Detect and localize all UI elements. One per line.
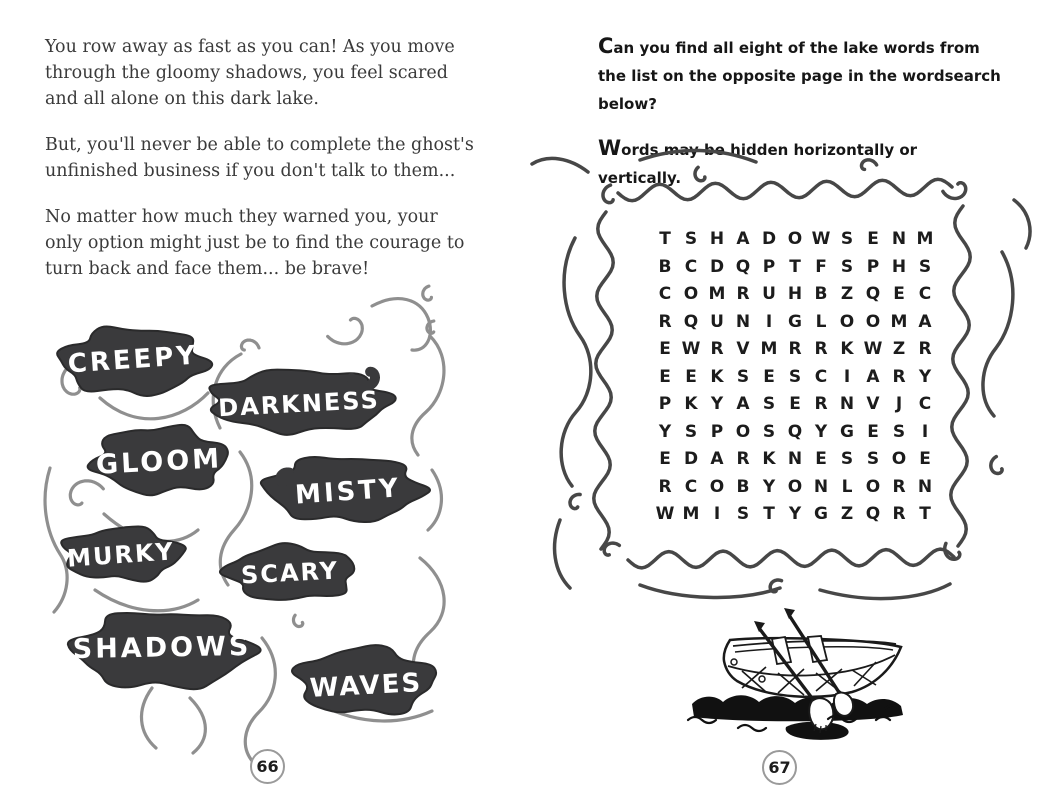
- wordsearch-cell: C: [684, 476, 698, 497]
- smoke-word-misty: MISTY: [294, 473, 402, 511]
- wordsearch-cell: O: [891, 449, 907, 469]
- wordsearch-cell: Z: [840, 284, 854, 304]
- wordsearch-cell: E: [815, 449, 827, 469]
- wordsearch-cell: C: [918, 284, 932, 304]
- frame-doodle: [1014, 200, 1030, 248]
- wordsearch-cell: I: [921, 421, 929, 442]
- page-number-right-value: 67: [768, 758, 791, 777]
- wordsearch-grid: [652, 226, 938, 529]
- wordsearch-cell: Y: [788, 504, 802, 524]
- wordsearch-row: [652, 226, 938, 254]
- frame-doodle: [532, 158, 588, 172]
- frame-doodle: [628, 549, 954, 568]
- wordsearch-cell: P: [710, 421, 724, 442]
- wordsearch-cell: N: [917, 476, 933, 497]
- wordsearch-cell: E: [867, 229, 879, 249]
- wordsearch-cell: E: [763, 366, 775, 387]
- wordsearch-cell: R: [736, 284, 750, 304]
- wordsearch-cell: E: [867, 421, 879, 442]
- wordsearch-cell: R: [814, 339, 828, 359]
- frame-doodle: [695, 167, 705, 181]
- wordsearch-cell: S: [762, 394, 776, 414]
- oar-handle-tip: [754, 621, 765, 632]
- story-paragraph-1: You row away as fast as you can! As you move through the gloomy shadows, you feel scared and all alone on this dark lake.: [45, 37, 455, 109]
- smoke-word-murky: MURKY: [66, 537, 176, 573]
- page-number-left: [250, 749, 285, 784]
- wordsearch-cell: C: [658, 284, 672, 304]
- wordsearch-cell: Y: [710, 394, 724, 414]
- wordsearch-cell: E: [789, 394, 801, 414]
- wordsearch-cell: P: [658, 394, 672, 414]
- wordsearch-cell: S: [892, 421, 906, 442]
- wordsearch-row: [652, 281, 938, 309]
- wordsearch-cell: B: [814, 284, 828, 304]
- frame-doodle: [862, 160, 877, 170]
- wordsearch-cell: S: [918, 256, 932, 277]
- oar-blade: [809, 698, 833, 729]
- frame-doodle: [770, 580, 781, 592]
- wordsearch-cell: M: [760, 339, 778, 359]
- wordsearch-cell: A: [710, 449, 724, 469]
- wordsearch-cell: I: [713, 504, 721, 524]
- wordsearch-row: [652, 254, 938, 282]
- wordsearch-row: [652, 309, 938, 337]
- wordsearch-cell: G: [840, 421, 854, 442]
- wordsearch-cell: O: [865, 476, 881, 497]
- wordsearch-cell: C: [684, 256, 698, 277]
- wordsearch-cell: M: [916, 229, 934, 249]
- wordsearch-cell: C: [814, 366, 828, 387]
- wordsearch-cell: S: [684, 421, 698, 442]
- wordsearch-cell: Y: [762, 476, 776, 497]
- wordsearch-cell: R: [658, 476, 672, 497]
- wordsearch-cell: W: [681, 339, 701, 359]
- wordsearch-cell: K: [710, 366, 724, 387]
- wordsearch-cell: B: [736, 476, 750, 497]
- frame-doodle: [561, 238, 591, 486]
- wordsearch-cell: V: [736, 339, 750, 359]
- frame-doodle: [555, 520, 570, 588]
- smoke-swirl: [423, 286, 432, 300]
- wordsearch-cell: S: [736, 504, 750, 524]
- frame-doodle: [570, 494, 580, 508]
- wordsearch-cell: B: [658, 256, 672, 277]
- smoke-swirl: [294, 615, 303, 626]
- page-number-left-value: 66: [256, 757, 279, 776]
- wordsearch-cell: P: [866, 256, 880, 277]
- wordsearch-cell: A: [866, 366, 880, 387]
- wordsearch-cell: E: [919, 449, 931, 469]
- wordsearch-cell: K: [684, 394, 698, 414]
- wordsearch-cell: V: [866, 394, 880, 414]
- wordsearch-cell: R: [736, 449, 750, 469]
- wordsearch-cell: Q: [735, 256, 751, 277]
- wordsearch-cell: K: [762, 449, 776, 469]
- wordsearch-cell: H: [891, 256, 907, 277]
- wordsearch-cell: H: [787, 284, 803, 304]
- wordsearch-cell: S: [840, 256, 854, 277]
- wordsearch-cell: E: [659, 339, 671, 359]
- smoke-swirl: [141, 688, 156, 748]
- smoke-swirl: [100, 393, 208, 419]
- wordsearch-cell: R: [892, 476, 906, 497]
- frame-doodle: [820, 584, 950, 599]
- wordsearch-cell: K: [840, 339, 854, 359]
- wordsearch-cell: N: [891, 229, 907, 249]
- wordsearch-cell: J: [895, 394, 903, 414]
- wordsearch-cell: S: [840, 449, 854, 469]
- frame-doodle: [618, 179, 952, 200]
- wordsearch-cell: Q: [865, 284, 881, 304]
- wordsearch-cell: N: [813, 476, 829, 497]
- smoke-word-shadows: SHADOWS: [72, 630, 252, 666]
- wordsearch-cell: S: [762, 421, 776, 442]
- wordsearch-cell: O: [787, 476, 803, 497]
- frame-doodle: [603, 185, 613, 203]
- wordsearch-cell: R: [918, 339, 932, 359]
- wordsearch-cell: R: [892, 504, 906, 524]
- smoke-swirl: [95, 590, 198, 611]
- wordsearch-cell: T: [919, 504, 931, 524]
- wordsearch-cell: A: [918, 311, 932, 332]
- wordsearch-cell: O: [865, 311, 881, 332]
- wordsearch-cell: S: [684, 229, 698, 249]
- smoke-swirl: [372, 299, 430, 351]
- wordsearch-cell: R: [658, 311, 672, 332]
- wordsearch-row: [652, 474, 938, 502]
- wordsearch-cell: S: [840, 229, 854, 249]
- wordsearch-cell: O: [735, 421, 751, 442]
- wordsearch-cell: Z: [892, 339, 906, 359]
- wordsearch-cell: E: [659, 449, 671, 469]
- wordsearch-cell: G: [814, 504, 828, 524]
- wordsearch-cell: O: [709, 476, 725, 497]
- wordsearch-cell: E: [659, 366, 671, 387]
- smoke-word-darkness: DARKNESS: [217, 385, 381, 423]
- page-number-right: [762, 750, 797, 785]
- smoke-swirl: [328, 318, 363, 343]
- wordsearch-row: [652, 364, 938, 392]
- frame-doodle: [951, 206, 970, 546]
- wordsearch-cell: O: [787, 229, 803, 249]
- wordsearch-cell: Y: [814, 421, 828, 442]
- wordsearch-cell: R: [788, 339, 802, 359]
- wordsearch-cell: L: [841, 476, 853, 497]
- wordsearch-row: [652, 336, 938, 364]
- wordsearch-cell: T: [659, 229, 671, 249]
- wordsearch-cell: M: [708, 284, 726, 304]
- smoke-swirl: [241, 340, 259, 350]
- wordsearch-cell: O: [683, 284, 699, 304]
- frame-doodle: [983, 252, 1013, 416]
- instruction-directions: Words may be hidden horizontally or vertically.: [598, 136, 918, 187]
- wordsearch-cell: R: [814, 394, 828, 414]
- wordsearch-cell: D: [709, 256, 725, 277]
- wordsearch-cell: P: [762, 256, 776, 277]
- wordsearch-cell: D: [761, 229, 777, 249]
- wordsearch-cell: Q: [865, 504, 881, 524]
- smoke-swirl: [428, 470, 441, 530]
- wordsearch-cell: E: [893, 284, 905, 304]
- frame-doodle: [991, 457, 1002, 474]
- wordsearch-cell: N: [839, 394, 855, 414]
- wordsearch-cell: U: [710, 311, 724, 332]
- frame-doodle: [943, 183, 966, 199]
- smoke-word-gloom: GLOOM: [95, 443, 223, 481]
- smoke-word-scary: SCARY: [240, 556, 340, 590]
- wordsearch-cell: S: [736, 366, 750, 387]
- story-paragraph-3: No matter how much they warned you, your only option might just be to find the courage to turn back and face them... be brave!: [45, 207, 465, 279]
- wordsearch-cell: A: [736, 394, 750, 414]
- oar-handle-tip-2: [784, 608, 795, 619]
- wordsearch-cell: S: [788, 366, 802, 387]
- wordsearch-cell: Q: [787, 421, 803, 442]
- wordsearch-cell: U: [762, 284, 776, 304]
- frame-doodle: [594, 212, 613, 549]
- wordsearch-cell: A: [736, 229, 750, 249]
- wordsearch-cell: O: [839, 311, 855, 332]
- smoke-word-waves: WAVES: [309, 668, 423, 704]
- smoke-swirl: [70, 481, 103, 505]
- wordsearch-cell: Q: [683, 311, 699, 332]
- wordsearch-row: [652, 446, 938, 474]
- water-silhouette: [692, 695, 903, 721]
- wordsearch-cell: N: [787, 449, 803, 469]
- wordsearch-cell: M: [890, 311, 908, 332]
- frame-doodle: [604, 543, 619, 555]
- story-paragraph-2: But, you'll never be able to complete the ghost's unfinished business if you don't talk to them...: [45, 135, 474, 181]
- smoke-word-creepy: CREEPY: [66, 340, 200, 380]
- wordsearch-cell: T: [763, 504, 775, 524]
- wordsearch-cell: W: [863, 339, 883, 359]
- smoke-swirl: [412, 336, 444, 455]
- wordsearch-cell: C: [918, 394, 932, 414]
- wordsearch-cell: H: [709, 229, 725, 249]
- wordsearch-cell: D: [683, 449, 699, 469]
- wordsearch-row: [652, 501, 938, 529]
- instruction-find-words: Can you find all eight of the lake words from the list on the opposite page in the wordsearch below?: [598, 34, 1001, 113]
- wordsearch-cell: E: [685, 366, 697, 387]
- wordsearch-cell: W: [655, 504, 675, 524]
- rowboat-illustration: [688, 608, 903, 740]
- wordsearch-row: [652, 391, 938, 419]
- oar-blade-2: [834, 693, 853, 716]
- wordsearch-cell: N: [735, 311, 751, 332]
- wordsearch-cell: L: [815, 311, 827, 332]
- wordsearch-cell: I: [765, 311, 773, 332]
- wordsearch-cell: F: [815, 256, 827, 277]
- wordsearch-cell: R: [892, 366, 906, 387]
- wordsearch-row: [652, 419, 938, 447]
- wordsearch-cell: S: [866, 449, 880, 469]
- frame-doodle: [640, 585, 780, 597]
- wordsearch-cell: G: [788, 311, 802, 332]
- smoke-swirl: [190, 698, 205, 753]
- wordsearch-cell: Y: [918, 366, 932, 387]
- wordsearch-cell: Y: [658, 421, 672, 442]
- wordsearch-cell: R: [710, 339, 724, 359]
- wordsearch-cell: Z: [840, 504, 854, 524]
- frame-doodle: [640, 150, 756, 162]
- wordsearch-cell: I: [843, 366, 851, 387]
- wordsearch-cell: W: [811, 229, 831, 249]
- wordsearch-cell: T: [789, 256, 801, 277]
- wordsearch-cell: M: [682, 504, 700, 524]
